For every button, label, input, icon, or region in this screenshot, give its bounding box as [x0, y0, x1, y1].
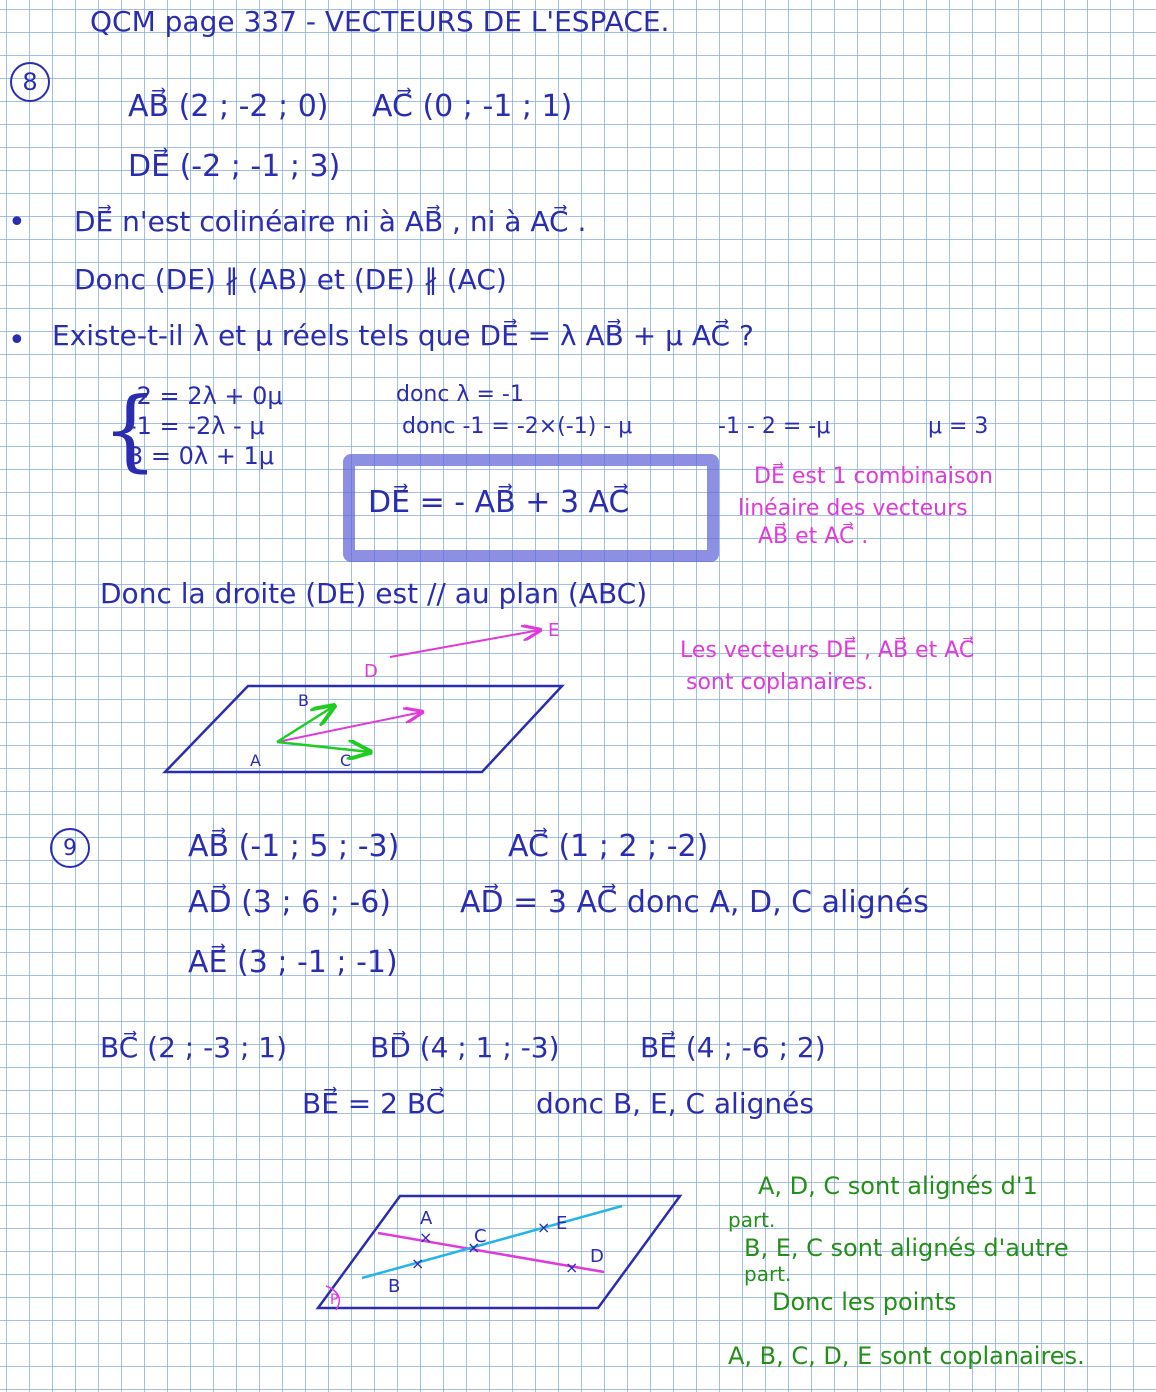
vector-de-coords: DE⃗ (-2 ; -1 ; 3) — [128, 149, 341, 184]
q9-point-e-label: E — [556, 1213, 568, 1234]
bec-aligned-conclusion: donc B, E, C alignés — [536, 1087, 814, 1120]
lambda-result: donc λ = -1 — [396, 382, 524, 407]
svg-text:×: × — [467, 1238, 481, 1257]
point-a-label: A — [250, 751, 261, 770]
bullet-icon: • — [8, 205, 26, 240]
point-e-label: E — [548, 620, 560, 641]
bullet-icon: • — [8, 323, 26, 358]
vector-ac-coords: AC⃗ (0 ; -1 ; 1) — [372, 89, 573, 124]
svg-text:×: × — [565, 1258, 579, 1277]
question-8-number: 8 — [10, 62, 50, 102]
system-line-2: -1 = -2λ - μ — [128, 412, 265, 440]
ad-ac-relation: AD⃗ = 3 AC⃗ donc A, D, C alignés — [460, 885, 929, 920]
q9-vector-ae: AE⃗ (3 ; -1 ; -1) — [188, 945, 398, 980]
vector-bc: BC⃗ (2 ; -3 ; 1) — [100, 1031, 288, 1064]
mu-result: μ = 3 — [928, 414, 989, 439]
vector-ab-coords: AB⃗ (2 ; -2 ; 0) — [128, 89, 329, 124]
mu-step: -1 - 2 = -μ — [718, 414, 831, 439]
system-brace: { — [102, 378, 158, 481]
boxed-relation: DE⃗ = - AB⃗ + 3 AC⃗ — [368, 485, 630, 520]
coplanar-note-line-1: Les vecteurs DE⃗ , AB⃗ et AC⃗ — [680, 638, 975, 663]
green-note-line-5: Donc les points — [772, 1288, 957, 1316]
vector-bd: BD⃗ (4 ; 1 ; -3) — [370, 1031, 560, 1064]
point-d-label: D — [364, 661, 378, 682]
not-parallel-conclusion: Donc (DE) ∦ (AB) et (DE) ∦ (AC) — [74, 263, 507, 296]
svg-text:×: × — [537, 1218, 551, 1237]
q9-point-c-label: C — [474, 1226, 487, 1247]
page-title: QCM page 337 - VECTEURS DE L'ESPACE. — [90, 5, 670, 38]
q9-point-b-label: B — [388, 1276, 401, 1297]
green-note-line-2: part. — [728, 1208, 776, 1232]
q9-vector-ad: AD⃗ (3 ; 6 ; -6) — [188, 885, 392, 920]
non-collinear-statement: DE⃗ n'est colinéaire ni à AB⃗ , ni à AC⃗ . — [74, 205, 587, 238]
q9-vector-ac: AC⃗ (1 ; 2 ; -2) — [508, 829, 709, 864]
combination-note-line-3: AB⃗ et AC⃗ . — [758, 524, 869, 549]
green-note-line-1: A, D, C sont alignés d'1 — [758, 1172, 1038, 1200]
coplanar-note-line-2: sont coplanaires. — [686, 670, 874, 695]
combination-note-line-2: linéaire des vecteurs — [738, 496, 968, 521]
green-note-line-3: B, E, C sont alignés d'autre — [744, 1234, 1069, 1262]
green-note-line-4: part. — [744, 1262, 792, 1286]
question-9-number: 9 — [50, 828, 90, 868]
lambda-mu-question: Existe-t-il λ et μ réels tels que DE⃗ = λ AB⃗ + μ AC⃗ ? — [52, 319, 754, 352]
combination-note-line-1: DE⃗ est 1 combinaison — [754, 464, 993, 489]
plane-p-label: P — [330, 1292, 339, 1308]
svg-text:×: × — [411, 1254, 425, 1273]
point-c-label: C — [340, 751, 352, 770]
green-note-line-6: A, B, C, D, E sont coplanaires. — [728, 1342, 1085, 1370]
svg-text:×: × — [419, 1228, 433, 1247]
q9-point-d-label: D — [590, 1246, 604, 1267]
be-bc-relation: BE⃗ = 2 BC⃗ — [302, 1087, 446, 1120]
mu-equation: donc -1 = -2×(-1) - μ — [402, 414, 633, 439]
vector-be: BE⃗ (4 ; -6 ; 2) — [640, 1031, 826, 1064]
point-b-label: B — [298, 691, 309, 710]
q9-vector-ab: AB⃗ (-1 ; 5 ; -3) — [188, 829, 400, 864]
q9-point-a-label: A — [420, 1208, 433, 1229]
plane-parallel-conclusion: Donc la droite (DE) est // au plan (ABC) — [100, 577, 648, 610]
system-line-1: -2 = 2λ + 0μ — [128, 382, 283, 410]
system-line-3: 3 = 0λ + 1μ — [128, 442, 275, 470]
